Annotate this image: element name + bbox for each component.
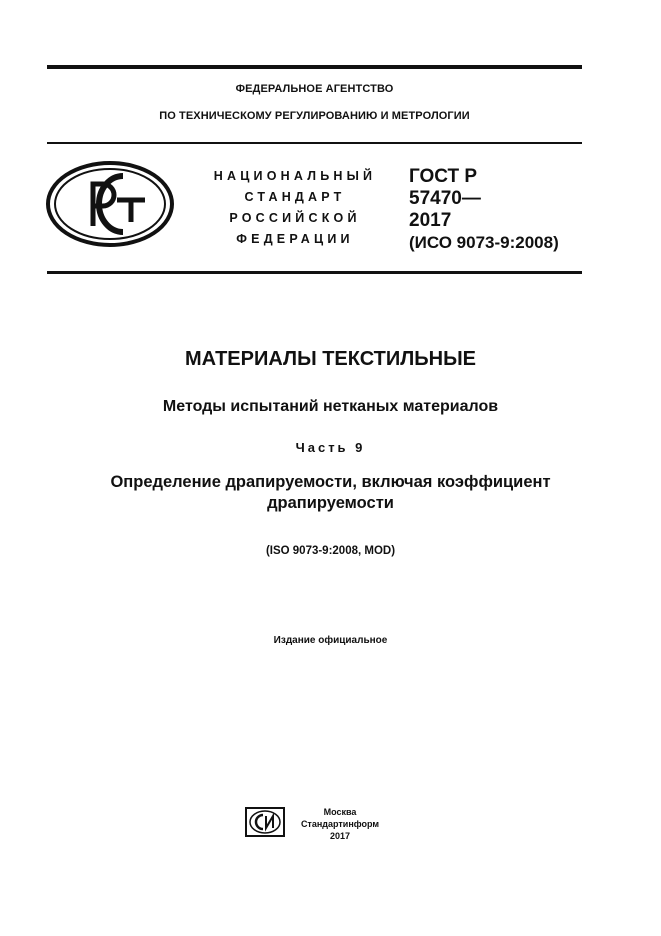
national-standard-line-4: ФЕДЕРАЦИИ [236, 232, 354, 246]
top-rule [47, 65, 582, 69]
national-standard-line-1: НАЦИОНАЛЬНЫЙ [213, 169, 377, 183]
publication-year: 2017 [329, 831, 351, 841]
publisher-name: Стандартинформ [300, 819, 380, 829]
iso-modification-reference: (ISO 9073-9:2008, MOD) [265, 545, 396, 557]
national-standard-line-2: СТАНДАРТ [244, 190, 346, 204]
document-subtitle: Методы испытаний нетканых материалов [162, 398, 499, 415]
official-edition-label: Издание официальное [273, 635, 388, 646]
standartinform-logo-icon [245, 807, 285, 837]
publisher-city: Москва [323, 807, 357, 817]
agency-line-1: ФЕДЕРАЛЬНОЕ АГЕНТСТВО [235, 83, 394, 95]
gost-designation-line-3: 2017 [409, 210, 452, 231]
gost-designation-line-1: ГОСТ Р [409, 166, 478, 187]
publisher-block [290, 806, 390, 842]
part-title-line-1: Определение драпируемости, включая коэффициент [110, 473, 551, 491]
middle-rule [47, 271, 582, 274]
part-title-line-2: драпируемости [267, 494, 394, 512]
header-rule [47, 142, 582, 144]
document-title: МАТЕРИАЛЫ ТЕКСТИЛЬНЫЕ [184, 348, 477, 370]
national-standard-line-3: РОССИЙСКОЙ [229, 211, 361, 225]
gost-designation-line-2: 57470— [409, 188, 481, 209]
rst-logo-icon [45, 160, 175, 248]
agency-line-2: ПО ТЕХНИЧЕСКОМУ РЕГУЛИРОВАНИЮ И МЕТРОЛОГИИ [159, 110, 470, 122]
gost-iso-reference: (ИСО 9073-9:2008) [409, 233, 559, 252]
part-number: Часть 9 [295, 440, 366, 455]
